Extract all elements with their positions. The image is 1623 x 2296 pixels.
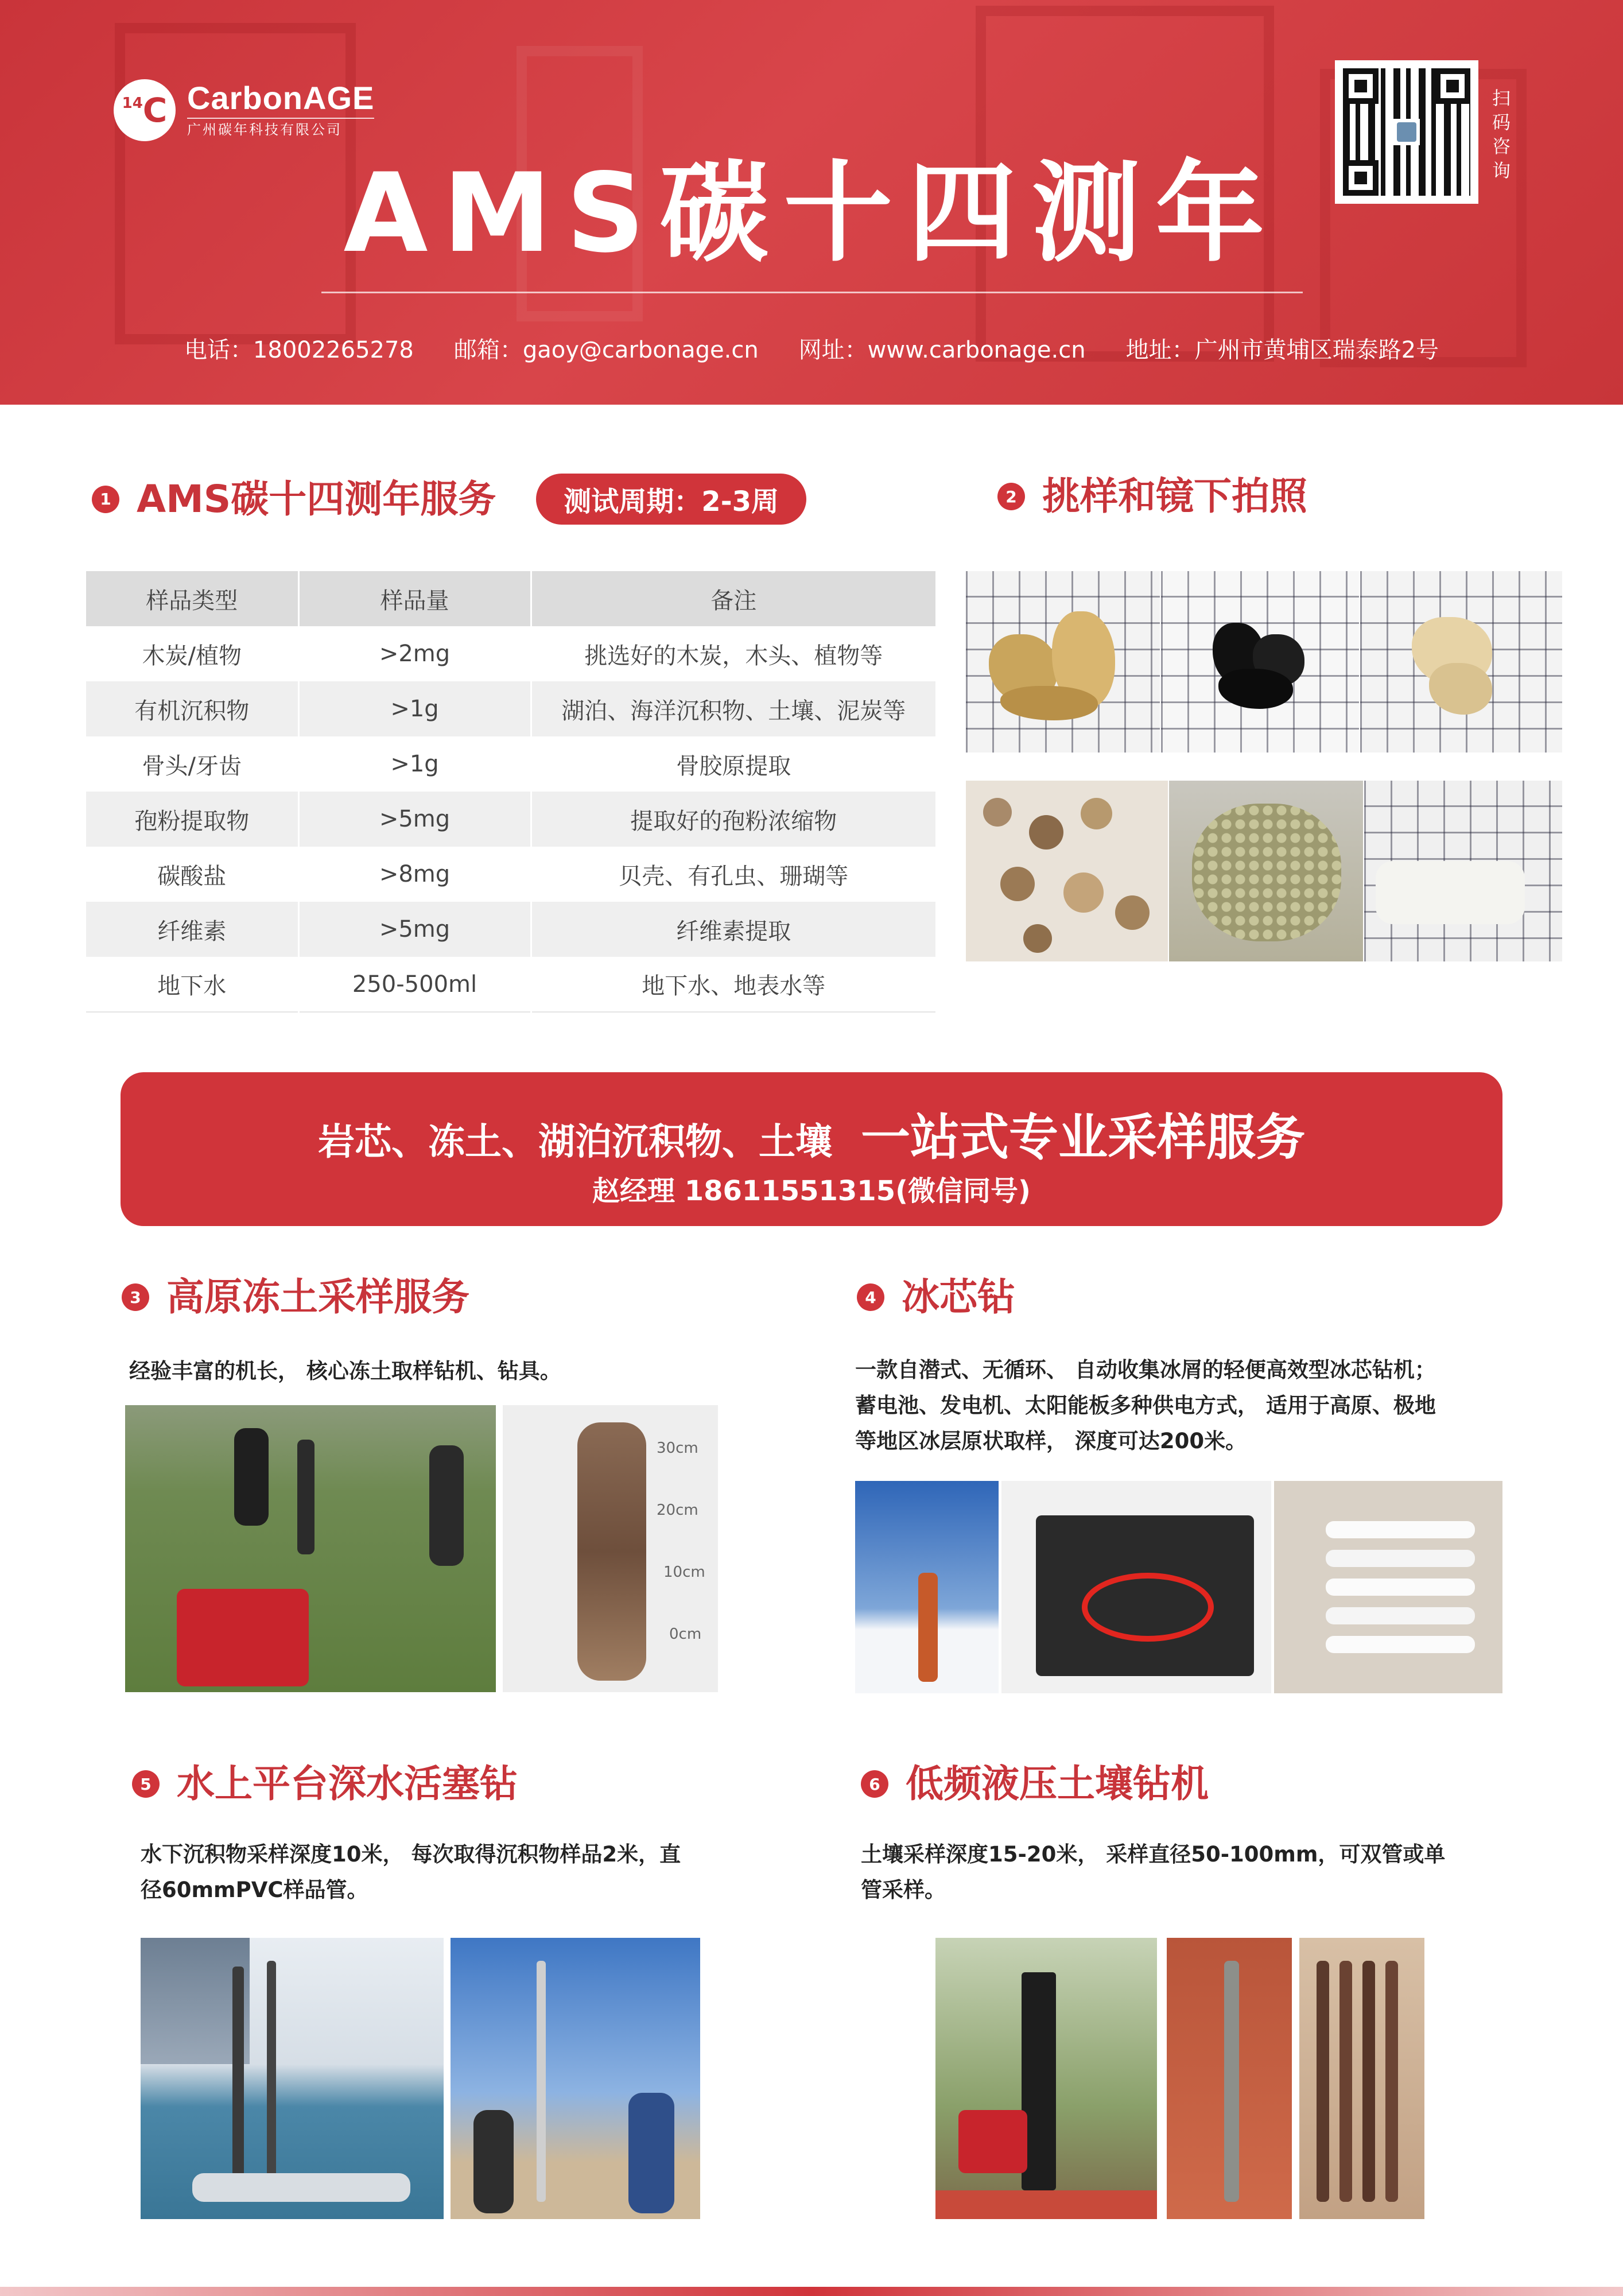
table-cell: 挑选好的木炭，木头、植物等 bbox=[531, 626, 935, 681]
photo-ice-drill-equipment bbox=[1001, 1481, 1271, 1693]
table-row bbox=[86, 626, 935, 681]
description-line: 径60mmPVC样品管。 bbox=[141, 1878, 368, 1902]
table-row bbox=[86, 792, 935, 847]
section-description: 经验丰富的机长， 核心冻土取样钻机、钻具。 bbox=[129, 1359, 561, 1383]
section-number: 5 bbox=[132, 1770, 160, 1798]
description-line: 等地区冰层原状取样， 深度可达200米。 bbox=[855, 1429, 1247, 1453]
photo-wood-samples bbox=[966, 571, 1160, 753]
test-period-badge: 测试周期：2-3周 bbox=[536, 474, 806, 525]
column-header-notes: 备注 bbox=[531, 571, 935, 626]
contact-info bbox=[0, 332, 1623, 364]
photo-permafrost-core bbox=[503, 1405, 718, 1692]
section-title: 冰芯钻 bbox=[902, 1275, 1015, 1319]
table-cell: >2mg bbox=[298, 626, 531, 681]
table-cell: 骨胶原提取 bbox=[531, 736, 935, 792]
table-cell: 地下水、地表水等 bbox=[531, 957, 935, 1012]
table-row bbox=[86, 681, 935, 736]
contact-address: 地址：广州市黄埔区瑞泰路2号 bbox=[1125, 337, 1439, 363]
column-header-sample-amount: 样品量 bbox=[298, 571, 531, 626]
section-description bbox=[855, 1352, 1436, 1459]
company-logo bbox=[114, 79, 374, 141]
table-cell: 提取好的孢粉浓缩物 bbox=[531, 792, 935, 847]
table-cell: 贝壳、有孔虫、珊瑚等 bbox=[531, 847, 935, 902]
page-title: AMS碳十四测年 bbox=[343, 150, 1280, 277]
qr-code-icon[interactable] bbox=[1335, 60, 1478, 204]
table-cell: 250-500ml bbox=[298, 957, 531, 1012]
sampling-service-banner bbox=[121, 1072, 1502, 1226]
header-banner bbox=[0, 0, 1623, 405]
table-row bbox=[86, 736, 935, 792]
qr-label: 扫码咨询 bbox=[1492, 87, 1511, 181]
section-description bbox=[861, 1837, 1445, 1908]
description-line: 管采样。 bbox=[861, 1878, 946, 1902]
photo-water-platform bbox=[141, 1938, 444, 2219]
section-number: 6 bbox=[861, 1770, 888, 1798]
title-divider bbox=[321, 292, 1303, 293]
table-cell: >5mg bbox=[298, 792, 531, 847]
banner-contact[interactable]: 赵经理 18611551315(微信同号) bbox=[592, 1175, 1031, 1207]
section-number: 4 bbox=[857, 1283, 884, 1311]
scale-label: 20cm bbox=[657, 1502, 698, 1519]
photo-ice-drill-operator bbox=[855, 1481, 999, 1693]
description-line: 水下沉积物采样深度10米， 每次取得沉积物样品2米，直 bbox=[141, 1842, 681, 1867]
table-row bbox=[86, 957, 935, 1012]
section-heading-sample-picking bbox=[997, 474, 1307, 519]
section-heading-soil-drill bbox=[861, 1761, 1209, 1807]
table-cell: 地下水 bbox=[86, 957, 298, 1012]
logo-name: CarbonAGE bbox=[187, 80, 375, 116]
section-heading-piston-drill bbox=[132, 1761, 518, 1807]
table-cell: 孢粉提取物 bbox=[86, 792, 298, 847]
description-line: 一款自潜式、无循环、 自动收集冰屑的轻便高效型冰芯钻机； bbox=[855, 1358, 1436, 1382]
table-cell: 木炭/植物 bbox=[142, 642, 242, 669]
section-title: 低频液压土壤钻机 bbox=[906, 1762, 1209, 1806]
table-cell: >8mg bbox=[298, 847, 531, 902]
table-cell: >1g bbox=[298, 681, 531, 736]
photo-field-team bbox=[451, 1938, 700, 2219]
banner-sample-types: 岩芯、冻土、湖泊沉积物、土壤 bbox=[318, 1121, 832, 1163]
table-row bbox=[86, 847, 935, 902]
footer-accent-bar bbox=[0, 2287, 1623, 2296]
table-cell: >1g bbox=[298, 736, 531, 792]
section-title: 挑样和镜下拍照 bbox=[1042, 474, 1307, 518]
table-header-row bbox=[86, 571, 935, 626]
photo-soil-core-samples bbox=[1299, 1938, 1424, 2219]
section-title: 水上平台深水活塞钻 bbox=[177, 1762, 518, 1806]
section-heading-permafrost bbox=[122, 1274, 469, 1320]
photo-soil-drill-rig bbox=[935, 1938, 1157, 2219]
scale-label: 30cm bbox=[657, 1440, 698, 1457]
table-cell: 纤维素提取 bbox=[531, 902, 935, 957]
section-heading-ice-core-drill bbox=[857, 1274, 1015, 1320]
sample-requirements-table bbox=[86, 571, 935, 1013]
photo-permafrost-drilling bbox=[125, 1405, 496, 1692]
table-cell: >5mg bbox=[298, 902, 531, 957]
contact-website: 网址：www.carbonage.cn bbox=[798, 337, 1086, 363]
scale-label: 10cm bbox=[663, 1564, 705, 1581]
section-description bbox=[141, 1837, 681, 1908]
banner-headline: 一站式专业采样服务 bbox=[861, 1109, 1305, 1166]
section-number: 1 bbox=[92, 486, 119, 513]
contact-email: 邮箱：gaoy@carbonage.cn bbox=[453, 337, 759, 363]
column-header-sample-type: 样品类型 bbox=[86, 571, 298, 626]
table-cell: 有机沉积物 bbox=[86, 681, 298, 736]
photo-cellulose-sample bbox=[1364, 781, 1562, 961]
photo-ice-cores bbox=[1274, 1481, 1502, 1693]
logo-mark-icon bbox=[114, 79, 176, 141]
section-title: AMS碳十四测年服务 bbox=[137, 476, 496, 521]
logo-company-name: 广州碳年科技有限公司 bbox=[187, 118, 374, 139]
description-line: 土壤采样深度15-20米， 采样直径50-100mm，可双管或单 bbox=[861, 1842, 1446, 1867]
logo-superscript: 14 bbox=[122, 95, 143, 112]
contact-phone: 电话：18002265278 bbox=[184, 337, 414, 363]
table-cell: 碳酸盐 bbox=[157, 863, 227, 890]
section-title: 高原冻土采样服务 bbox=[166, 1275, 469, 1319]
table-cell: 骨头/牙齿 bbox=[142, 753, 242, 779]
photo-foraminifera-samples bbox=[1169, 781, 1363, 961]
table-cell: 纤维素 bbox=[86, 902, 298, 957]
photo-pollen-microscope bbox=[966, 781, 1168, 961]
table-row bbox=[86, 902, 935, 957]
section-number: 2 bbox=[997, 483, 1025, 510]
section-heading-ams-service bbox=[92, 474, 806, 525]
photo-charcoal-samples bbox=[1161, 571, 1359, 753]
logo-mark-letter: C bbox=[142, 91, 168, 130]
table-cell: 湖泊、海洋沉积物、土壤、泥炭等 bbox=[531, 681, 935, 736]
photo-bone-samples bbox=[1360, 571, 1562, 753]
scale-label: 0cm bbox=[669, 1626, 702, 1643]
photo-soil-core-tube bbox=[1167, 1938, 1292, 2219]
description-line: 蓄电池、发电机、太阳能板多种供电方式， 适用于高原、极地 bbox=[855, 1393, 1436, 1418]
section-number: 3 bbox=[122, 1283, 149, 1311]
